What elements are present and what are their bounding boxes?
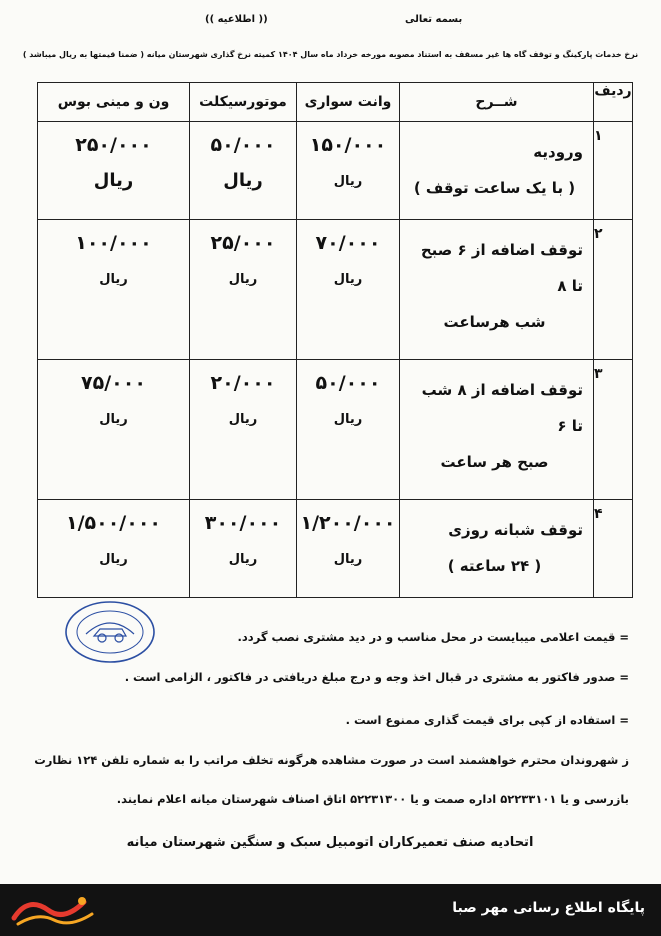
currency-label: ریال <box>223 170 263 191</box>
row-description <box>400 220 594 360</box>
price-amount: ۱۵۰/۰۰۰ <box>309 134 387 156</box>
price-cell-minibus <box>38 220 190 360</box>
table-row <box>38 122 633 220</box>
currency-label: ریال <box>99 272 128 288</box>
price-amount: ۱۰۰/۰۰۰ <box>75 232 152 255</box>
note-copy-forbidden: = استفاده از کپی برای قیمت گذاری ممنوع است . <box>345 713 629 727</box>
currency-label: ریال <box>333 174 363 189</box>
table-row <box>38 499 633 597</box>
price-amount: ۲۵/۰۰۰ <box>210 232 276 255</box>
row-description <box>400 359 594 499</box>
description-line: توقف شبانه روزی <box>448 520 583 539</box>
note-complaint-line1: ز شهروندان محترم خواهشمند است در صورت مشاهده هرگونه تخلف مراتب را به شماره تلفن ۱۲۴ نظارت <box>34 753 629 767</box>
note-price-display: = قیمت اعلامی میبایست در محل مناسب و در دید مشتری نصب گردد. <box>237 630 629 644</box>
row-index: ۲ <box>594 220 633 360</box>
price-cell-minibus <box>38 499 190 597</box>
note-complaint-line2: بازرسی و یا ۵۲۲۳۳۱۰۱ اداره صمت و یا ۵۲۲۳۱۳۰۰ اتاق اصناف شهرستان میانه اعلام نمایند. <box>116 792 629 806</box>
parking-fee-table <box>37 82 633 598</box>
description-line: توقف اضافه از ۸ شب تا ۶ <box>421 380 583 435</box>
header-minibus: ون و مینی بوس <box>38 83 190 122</box>
basmala-heading: بسمه تعالی <box>405 14 463 25</box>
description-line: ( ۲۴ ساعته ) <box>447 556 542 575</box>
row-description <box>400 499 594 597</box>
price-cell-minibus <box>38 122 190 220</box>
note-invoice: = صدور فاکتور به مشتری در قبال اخذ وجه و درج مبلغ دریافتی در فاکتور ، الزامی است . <box>124 670 629 684</box>
price-cell-van <box>297 122 400 220</box>
price-amount: ۱/۵۰۰/۰۰۰ <box>65 511 162 534</box>
currency-label: ریال <box>333 272 363 288</box>
price-cell-motorcycle <box>190 499 297 597</box>
notice-heading: (( اطلاعیه )) <box>205 14 268 25</box>
price-cell-motorcycle <box>190 359 297 499</box>
table-row <box>38 359 633 499</box>
row-index: ۴ <box>594 499 633 597</box>
mehr-saba-logo-icon <box>8 892 98 930</box>
table-row <box>38 220 633 360</box>
row-description <box>400 122 594 220</box>
price-cell-van <box>297 499 400 597</box>
row-index: ۱ <box>594 122 633 220</box>
price-amount: ۲۵۰/۰۰۰ <box>75 134 152 156</box>
description-line: توقف اضافه از ۶ صبح تا ۸ <box>420 241 583 296</box>
banner-title: پایگاه اطلاع رسانی مهر صبا <box>452 900 645 916</box>
price-cell-van <box>297 359 400 499</box>
header-motorcycle: موتورسیکلت <box>190 83 297 122</box>
currency-label: ریال <box>228 411 258 427</box>
price-amount: ۱/۲۰۰/۰۰۰ <box>300 511 396 534</box>
currency-label: ریال <box>228 272 258 288</box>
description-line: ( با یک ساعت توقف ) <box>413 179 576 197</box>
price-amount: ۵۰/۰۰۰ <box>210 134 276 156</box>
header-van: وانت سواری <box>297 83 400 122</box>
description-line: شب هرساعت <box>443 313 546 332</box>
currency-label: ریال <box>333 411 363 427</box>
price-amount: ۷۰/۰۰۰ <box>315 232 381 255</box>
price-amount: ۷۵/۰۰۰ <box>81 371 146 394</box>
tariff-subtitle: نرخ خدمات پارکینگ و توقف گاه ها غیر مسقف به استناد مصوبه مورخه خرداد ماه سال ۱۴۰۴ کمیته نرخ گذاری شهرستان میانه ( ضمنا قیمتها به ریال میباشد ) <box>22 50 639 59</box>
currency-label: ریال <box>333 551 363 567</box>
row-index: ۳ <box>594 359 633 499</box>
header-index: ردیف <box>594 83 633 122</box>
description-line: ورودیه <box>533 143 583 161</box>
price-cell-minibus <box>38 359 190 499</box>
table-header-row <box>38 83 633 122</box>
price-cell-motorcycle <box>190 220 297 360</box>
currency-label: ریال <box>99 411 128 427</box>
currency-label: ریال <box>228 551 258 567</box>
price-amount: ۳۰۰/۰۰۰ <box>204 511 282 534</box>
price-cell-motorcycle <box>190 122 297 220</box>
price-amount: ۲۰/۰۰۰ <box>210 371 276 394</box>
currency-label: ریال <box>99 551 128 567</box>
price-cell-van <box>297 220 400 360</box>
header-description: شــرح <box>400 83 594 122</box>
description-line: صبح هر ساعت <box>440 452 549 471</box>
price-amount: ۵۰/۰۰۰ <box>315 371 381 394</box>
currency-label: ریال <box>93 170 134 191</box>
union-signature: اتحادیه صنف تعمیرکاران اتومبیل سبک و سنگین شهرستان میانه <box>126 835 534 850</box>
